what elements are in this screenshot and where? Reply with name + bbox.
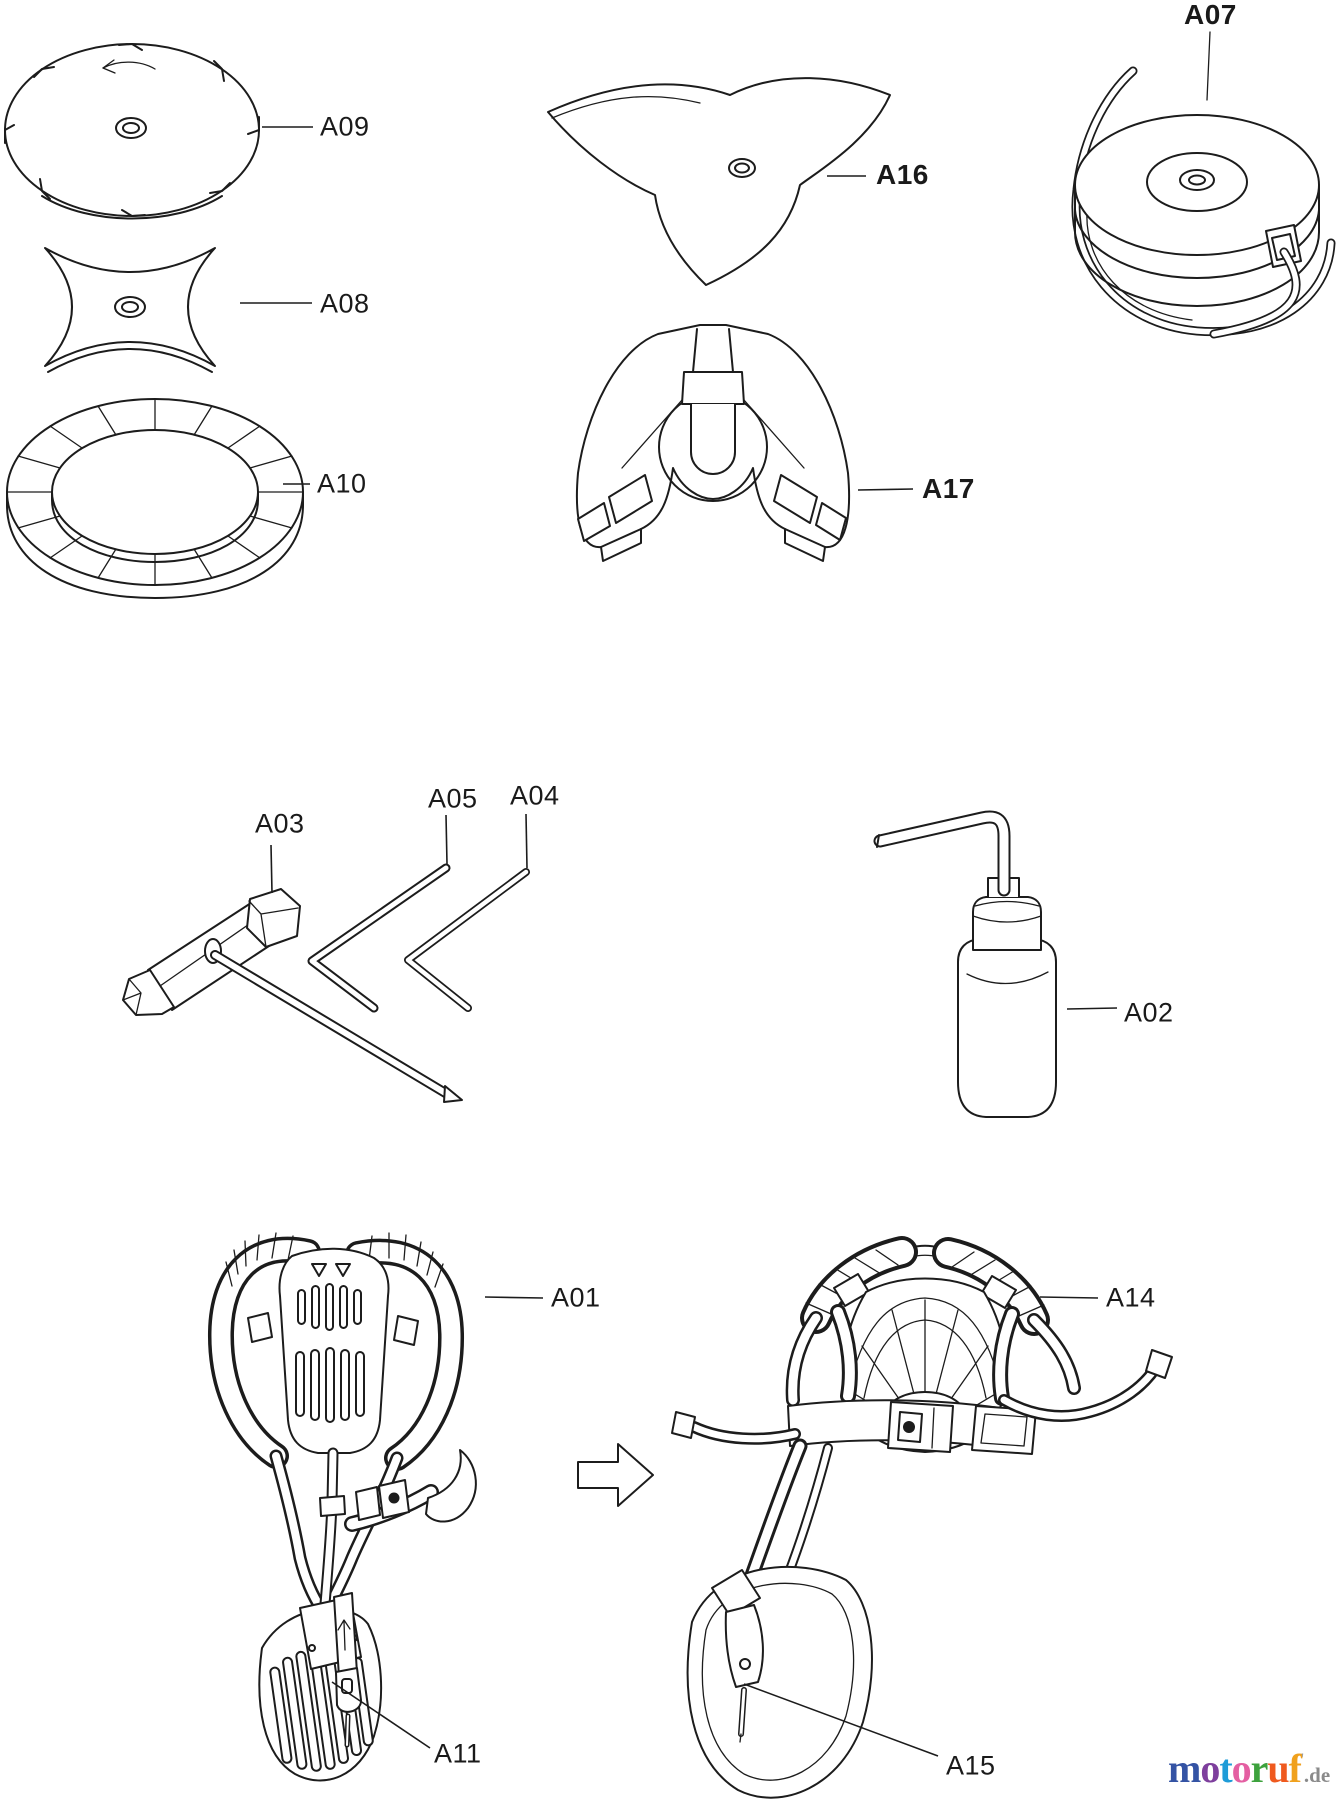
- allen-key-a05-drawing: [312, 868, 446, 1008]
- part-label-a02: A02: [1124, 997, 1174, 1028]
- motoruf-logo-suffix: .de: [1303, 1763, 1331, 1787]
- part-label-a15: A15: [946, 1750, 996, 1781]
- oil-bottle-a02-drawing: [877, 817, 1056, 1117]
- part-label-a03: A03: [255, 808, 305, 839]
- part-label-a04: A04: [510, 780, 560, 811]
- right-arrow-icon: [578, 1444, 653, 1506]
- part-label-a07: A07: [1184, 0, 1237, 30]
- transport-guard-a17-drawing: [577, 325, 849, 561]
- socket-wrench-a03-drawing: [123, 889, 462, 1102]
- part-label-a10: A10: [317, 468, 367, 499]
- motoruf-logo: [1168, 1746, 1331, 1791]
- trimmer-head-spool-a07-drawing: [1075, 71, 1331, 334]
- allen-key-a04-drawing: [408, 872, 526, 1008]
- hip-pad-a11-drawing: [259, 1593, 381, 1780]
- part-label-a01: A01: [551, 1282, 601, 1313]
- motoruf-logo-tick: ': [1301, 1751, 1304, 1768]
- motoruf-logo-word: motoruf: [1168, 1746, 1301, 1791]
- ring-blade-a10-drawing: [7, 399, 303, 598]
- part-label-a08: A08: [320, 288, 370, 319]
- part-label-a14: A14: [1106, 1282, 1156, 1313]
- part-label-a09: A09: [320, 111, 370, 142]
- saw-blade-a09-drawing: [5, 44, 259, 219]
- four-tooth-blade-a08-drawing: [45, 248, 215, 372]
- harness-a01-drawing: [221, 1233, 476, 1780]
- harness-a14-drawing: [672, 1246, 1172, 1798]
- part-label-a05: A05: [428, 783, 478, 814]
- part-label-a17: A17: [922, 473, 975, 504]
- part-label-a16: A16: [876, 159, 929, 190]
- three-tooth-blade-a16-drawing: [548, 78, 890, 285]
- part-label-a11: A11: [434, 1738, 482, 1769]
- hip-pad-a14-drawing: [688, 1567, 872, 1798]
